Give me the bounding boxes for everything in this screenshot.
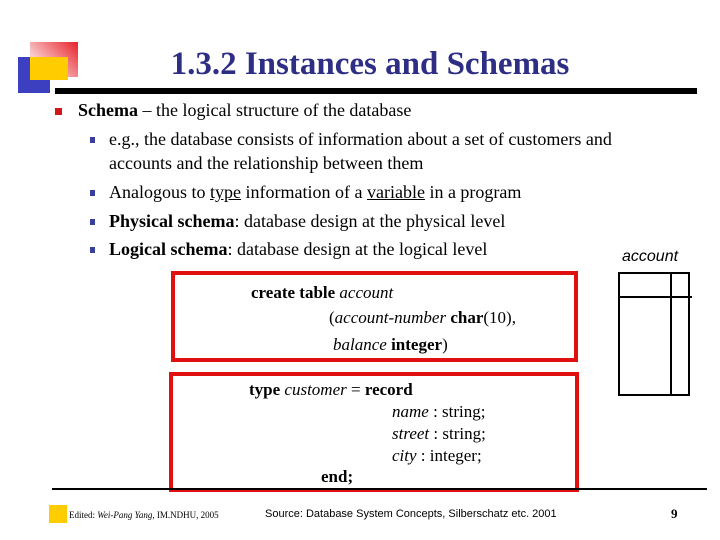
sub-bullet-eg-2: accounts and the relationship between them [109, 153, 424, 173]
sub-bullet-physical [109, 211, 505, 232]
text: : integer; [416, 446, 482, 465]
identifier: account-number [334, 308, 451, 327]
code-line [392, 402, 486, 422]
schema-def: – the logical structure of the database [138, 100, 412, 120]
footer-divider [52, 488, 707, 490]
table-label: account [622, 248, 679, 265]
code-line [251, 283, 393, 303]
identifier: street [392, 424, 430, 443]
keyword: integer [391, 335, 443, 354]
bullet-icon [90, 247, 95, 253]
bullet-icon [90, 137, 95, 143]
text: : string; [428, 402, 486, 421]
bullet-icon [55, 108, 62, 115]
identifier: account [339, 283, 394, 302]
create-table-box [171, 271, 578, 362]
code-line [392, 446, 482, 466]
text: information of a [241, 182, 367, 202]
table-column-divider [670, 274, 672, 394]
sub-bullet-logical [109, 239, 487, 260]
bullet-icon [90, 190, 95, 196]
identifier: customer [284, 380, 347, 399]
keyword: char [450, 308, 484, 327]
text: = [346, 380, 365, 399]
bullet-schema [78, 100, 411, 121]
text: (10), [483, 308, 516, 327]
code-line [333, 335, 448, 355]
sub-bullet-analogous [109, 182, 521, 203]
text: Edited: [69, 510, 98, 520]
type-record-box [169, 372, 579, 492]
variable-word: variable [366, 182, 425, 202]
code-line [329, 308, 516, 328]
code-line [392, 424, 486, 444]
footer-source: Source: Database System Concepts, Silberschatz etc. 2001 [265, 508, 557, 520]
title-divider [55, 88, 697, 94]
keyword: create table [251, 283, 340, 302]
identifier: city [392, 446, 417, 465]
keyword: type [249, 380, 285, 399]
logical-term: Logical schema [109, 239, 228, 259]
sub-bullet-eg-1: e.g., the database consists of information about a set of customers and [109, 129, 612, 149]
code-line [249, 380, 413, 400]
schema-term: Schema [78, 100, 138, 120]
footer-edited [69, 510, 219, 520]
identifier: balance [333, 335, 392, 354]
footer-yellow-square [49, 505, 67, 523]
text: : string; [429, 424, 486, 443]
author: Wei-Pang Yang [97, 510, 153, 520]
text: ) [442, 335, 448, 354]
keyword: record [364, 380, 413, 399]
slide-title: 1.3.2 Instances and Schemas [170, 46, 570, 82]
identifier: name [392, 402, 429, 421]
text: in a program [424, 182, 522, 202]
account-table-diagram [618, 272, 690, 396]
text: : database design at the logical level [227, 239, 488, 259]
text: Analogous to [109, 182, 210, 202]
type-word: type [210, 182, 241, 202]
text: , IM.NDHU, 2005 [152, 510, 219, 520]
page-number: 9 [671, 506, 678, 521]
code-line: end; [321, 467, 354, 486]
text: ( [329, 308, 335, 327]
table-header-divider [620, 296, 692, 298]
text: : database design at the physical level [234, 211, 506, 231]
bullet-icon [90, 219, 95, 225]
physical-term: Physical schema [109, 211, 235, 231]
